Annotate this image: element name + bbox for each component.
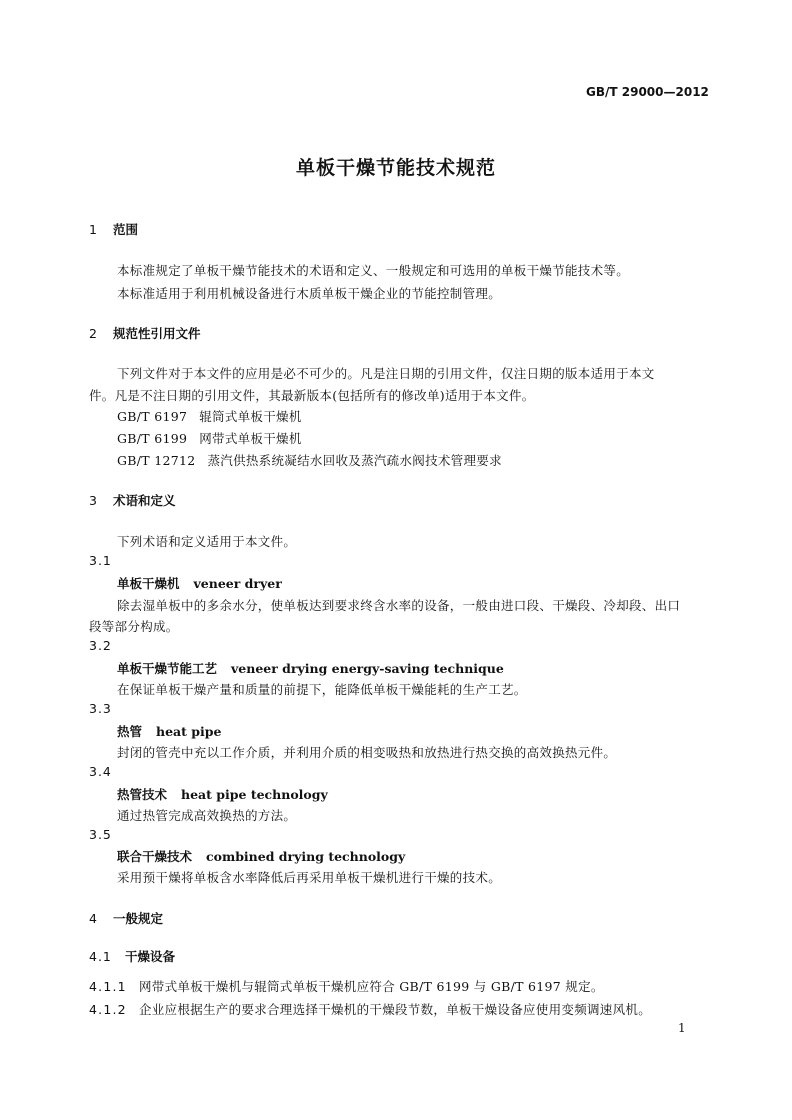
reference-name: 辊筒式单板干燥机 [199,409,302,424]
section-2-heading [89,324,201,342]
paragraph: 下列文件对于本文件的应用是必不可少的。凡是注日期的引用文件，仅注日期的版本适用于本文 [117,366,655,381]
reference-code: GB/T 6197 [117,409,188,424]
paragraph: 本标准适用于利用机械设备进行木质单板干燥企业的节能控制管理。 [117,286,502,301]
term-zh: 单板干燥节能工艺 [117,661,218,676]
section-title: 范围 [113,222,139,237]
term-heading [117,847,405,865]
page-number: 1 [678,1021,686,1035]
term-en: veneer drying energy-saving technique [231,661,504,676]
clause-item [89,1000,651,1018]
document-title: 单板干燥节能技术规范 [295,157,496,179]
term-heading [117,722,221,740]
section-4-heading [89,909,163,927]
term-definition: 除去湿单板中的多余水分，使单板达到要求终含水率的设备，一般由进口段、干燥段、冷却段、出口 [117,598,681,613]
term-en: veneer dryer [193,576,282,591]
subsection-number: 4.1 [89,949,112,964]
term-definition: 封闭的管壳中充以工作介质，并利用介质的相变吸热和放热进行热交换的高效换热元件。 [117,745,617,760]
section-3-heading [89,491,176,509]
clause-number: 3.1 [89,553,112,568]
clause-text: 企业应根据生产的要求合理选择干燥机的干燥段节数，单板干燥设备应使用变频调速风机。 [139,1002,652,1017]
paragraph: 本标准规定了单板干燥节能技术的术语和定义、一般规定和可选用的单板干燥节能技术等。 [117,263,630,278]
section-1-heading [89,220,138,238]
reference-item [117,429,302,447]
subsection-title: 干燥设备 [125,949,176,964]
term-heading [117,574,282,592]
section-title: 一般规定 [113,911,164,926]
clause-number: 4.1.2 [89,1002,127,1017]
term-heading [117,659,504,677]
section-number: 3 [89,493,97,508]
paragraph: 件。凡是不注日期的引用文件，其最新版本(包括所有的修改单)适用于本文件。 [89,388,535,403]
clause-number: 3.5 [89,827,112,842]
section-title: 规范性引用文件 [113,326,201,341]
clause-number: 3.2 [89,638,112,653]
term-zh: 热管 [117,724,143,739]
term-zh: 单板干燥机 [117,576,180,591]
term-en: combined drying technology [206,849,406,864]
term-definition: 段等部分构成。 [89,619,179,634]
section-number: 1 [89,222,97,237]
reference-name: 网带式单板干燥机 [199,431,302,446]
clause-text: 网带式单板干燥机与辊筒式单板干燥机应符合 GB/T 6199 与 GB/T 6197 规定。 [139,979,604,994]
reference-code: GB/T 6199 [117,431,188,446]
clause-number: 3.3 [89,701,112,716]
term-en: heat pipe technology [181,787,328,802]
clause-number: 3.4 [89,764,112,779]
term-heading [117,785,328,803]
term-zh: 热管技术 [117,787,168,802]
term-definition: 采用预干燥将单板含水率降低后再采用单板干燥机进行干燥的技术。 [117,870,502,885]
reference-code: GB/T 12712 [117,453,196,468]
term-zh: 联合干燥技术 [117,849,193,864]
section-number: 2 [89,326,97,341]
term-en: heat pipe [156,724,222,739]
reference-name: 蒸汽供热系统凝结水回收及蒸汽疏水阀技术管理要求 [207,453,502,468]
term-definition: 通过热管完成高效换热的方法。 [117,808,297,823]
section-title: 术语和定义 [113,493,176,508]
clause-item [89,977,604,995]
paragraph: 下列术语和定义适用于本文件。 [117,534,297,549]
standard-code: GB/T 29000—2012 [586,85,709,99]
clause-number: 4.1.1 [89,979,127,994]
reference-item [117,451,502,469]
reference-item [117,407,302,425]
subsection-4-1-heading [89,947,175,965]
section-number: 4 [89,911,97,926]
term-definition: 在保证单板干燥产量和质量的前提下，能降低单板干燥能耗的生产工艺。 [117,682,527,697]
